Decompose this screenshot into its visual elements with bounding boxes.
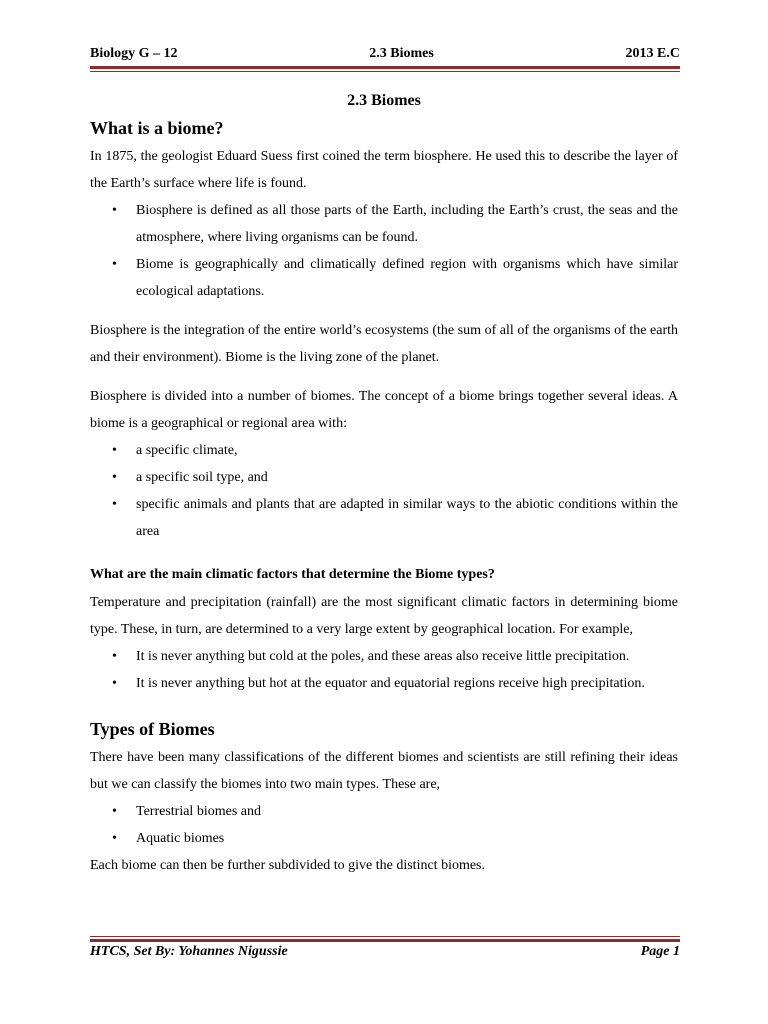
biosphere-paragraph: Biosphere is the integration of the entire world’s ecosystems (the sum of all of the organisms of the earth and their environment). Biome is the living zone of the planet. (90, 323, 678, 365)
list-item-text: Biome is geographically and climatically defined region with organisms which have similar ecological adaptations. (136, 257, 678, 299)
climatic-factors-paragraph: Temperature and precipitation (rainfall) are the most significant climatic factors in determining biome type. These, in turn, are determined to a very large extent by geographical location. For example, (90, 595, 678, 637)
list-item (90, 491, 678, 545)
list-item-text: Terrestrial biomes and (136, 804, 261, 819)
bullet-icon: • (112, 203, 117, 218)
list-item-text: It is never anything but cold at the poles, and these areas also receive little precipitation. (136, 649, 630, 664)
list-item-text: Aquatic biomes (136, 831, 225, 846)
list-item-text: a specific climate, (136, 443, 238, 458)
page-footer (90, 944, 680, 960)
list-item (90, 251, 678, 305)
bullet-icon: • (112, 804, 117, 819)
section-heading-what-is-biome: What is a biome? (90, 118, 224, 138)
footer-rule (90, 936, 680, 942)
biome-types-list (90, 798, 678, 852)
climate-examples-list (90, 643, 678, 697)
list-item (90, 670, 678, 697)
list-item-text: Biosphere is defined as all those parts of the Earth, including the Earth’s crust, the seas and the atmosphere, where living organisms can be found. (136, 203, 678, 245)
header-subject: Biology G – 12 (90, 46, 178, 61)
list-item (90, 464, 678, 491)
bullet-icon: • (112, 497, 117, 512)
bullet-icon: • (112, 443, 117, 458)
list-item-text: specific animals and plants that are adapted in similar ways to the abiotic conditions within the area (136, 497, 678, 539)
bullet-icon: • (112, 257, 117, 272)
footer-author: HTCS, Set By: Yohannes Nigussie (90, 944, 288, 959)
bullet-icon: • (112, 470, 117, 485)
section-heading-types-of-biomes: Types of Biomes (90, 719, 215, 739)
list-item (90, 798, 678, 825)
bullet-icon: • (112, 649, 117, 664)
list-item-text: a specific soil type, and (136, 470, 268, 485)
list-item (90, 437, 678, 464)
page-title: 2.3 Biomes (347, 92, 421, 109)
definition-list (90, 197, 678, 305)
bullet-icon: • (112, 676, 117, 691)
biome-concept-paragraph: Biosphere is divided into a number of biomes. The concept of a biome brings together several ideas. A biome is a geographical or regional area with: (90, 389, 678, 431)
header-topic: 2.3 Biomes (369, 46, 434, 61)
page-content (90, 92, 678, 879)
list-item-text: It is never anything but hot at the equator and equatorial regions receive high precipitation. (136, 676, 645, 691)
closing-paragraph: Each biome can then be further subdivided to give the distinct biomes. (90, 858, 486, 873)
page-number: Page 1 (640, 944, 680, 959)
biome-features-list (90, 437, 678, 545)
intro-paragraph: In 1875, the geologist Eduard Suess first coined the term biosphere. He used this to describe the layer of the Earth’s surface where life is found. (90, 149, 678, 191)
header-year: 2013 E.C (625, 46, 680, 61)
list-item (90, 643, 678, 670)
list-item (90, 197, 678, 251)
page-header (90, 46, 680, 62)
list-item (90, 825, 678, 852)
bullet-icon: • (112, 831, 117, 846)
header-rule (90, 66, 680, 72)
climatic-factors-question: What are the main climatic factors that determine the Biome types? (90, 567, 495, 582)
types-paragraph: There have been many classifications of the different biomes and scientists are still refining their ideas but we can classify the biomes into two main types. These are, (90, 750, 678, 792)
